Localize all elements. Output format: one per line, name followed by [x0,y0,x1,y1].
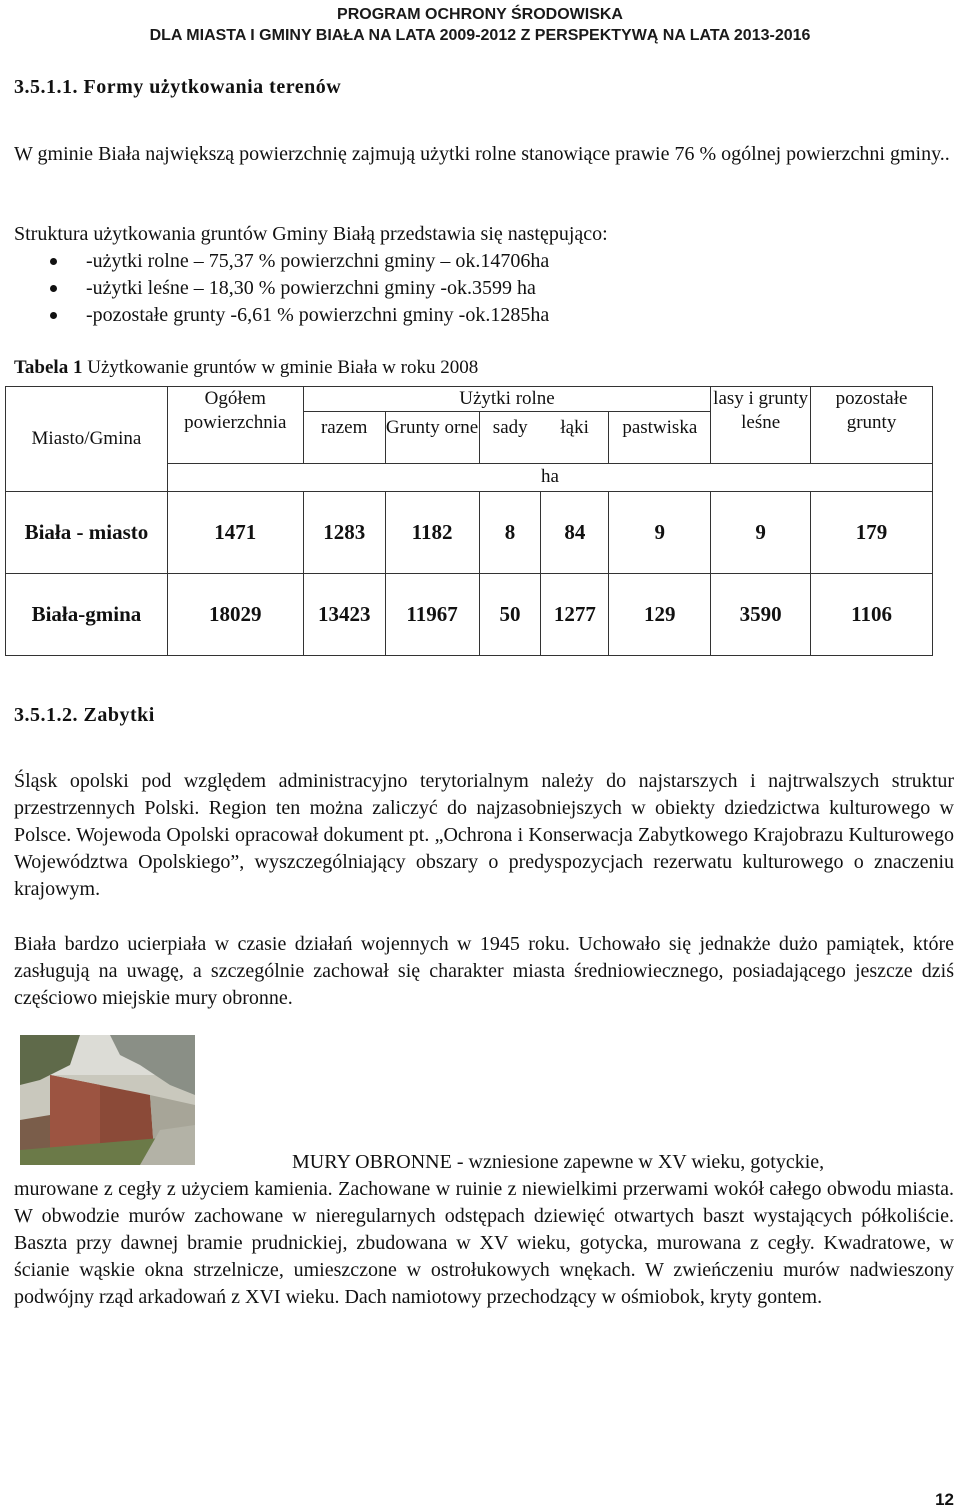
table-row: Biała - miasto 1471 1283 1182 8 84 9 9 179 [6,492,933,574]
land-use-table [5,386,933,656]
header-other: pozostałe grunty [811,387,933,464]
monuments-paragraph-2: Biała bardzo ucierpiała w czasie działań wojennych w 1945 roku. Uchowało się jednakże dużo pamiątek, które zasługują na uwagę, a szczególnie zachował się charakter miasta średniowiecznego, posiadającego jeszcze dziś częściowo miejskie mury obronne. [14,933,954,1009]
section-title-monuments: 3.5.1.2. Zabytki [14,704,155,726]
page-header [0,4,960,46]
header-razem: razem [303,412,385,464]
table-caption [14,357,478,379]
land-use-list [14,248,914,329]
header-pastwiska: pastwiska [609,412,711,464]
bullet-icon [50,312,57,319]
header-forest: lasy i grunty leśne [711,387,811,464]
header-total: Ogółem powierzchnia [167,387,303,464]
bullet-icon [50,285,57,292]
walls-heading-line: MURY OBRONNE - wzniesione zapewne w XV wieku, gotyckie, [292,1151,825,1173]
header-agricultural: Użytki rolne [303,387,711,412]
header-area: Miasto/Gmina [6,387,168,492]
header-line-1: PROGRAM OCHRONY ŚRODOWISKA [337,6,623,23]
header-orne: Grunty orne [385,412,479,464]
list-item: -użytki rolne – 75,37 % powierzchni gminy – ok.14706ha [14,248,914,275]
land-use-intro: W gminie Biała największą powierzchnię zajmują użytki rolne stanowiące prawie 76 % ogólnej powierzchni gminy.. [14,143,950,165]
table-caption-text: Użytkowanie gruntów w gminie Biała w roku 2008 [82,357,479,378]
structure-intro: Struktura użytkowania gruntów Gminy Białą przedstawia się następująco: [14,223,608,245]
section-title-land-use: 3.5.1.1. Formy użytkowania terenów [14,76,342,98]
list-item: -użytki leśne – 18,30 % powierzchni gminy -ok.3599 ha [14,275,914,302]
table-row: Biała-gmina 18029 13423 11967 50 1277 129 3590 1106 [6,574,933,656]
header-sady: sady [479,412,541,464]
walls-description: murowane z cegły z użyciem kamienia. Zachowane w ruinie z niewielkimi przerwami wokół całego obwodu miasta. W obwodzie murów zachowane w nieregularnych odstępach dziewięć otwartych baszt wystających półkoliście. Baszta przy dawnej bramie prudnickiej, zbudowana w XV wieku, gotycka, murowana z cegły. Kwadratowe, w ścianie wąskie okna strzelnicze, umieszczone w ostrołukowych wnękach. W zwieńczeniu murów nadwieszony podwójny rząd arkadowań z XVI wieku. Dach namiotowy przechodzący w ośmiobok, kryty gontem. [14,1178,954,1308]
monuments-paragraph-1: Śląsk opolski pod względem administracyjno terytorialnym należy do najstarszych i najtrwalszych struktur przestrzennych Polski. Region ten można zaliczyć do najzasobniejszych w obiekty dziedzictwa kulturowego w Polsce. Wojewoda Opolski opracował dokument pt. „Ochrona i Konserwacja Zabytkowego Krajobrazu Kulturowego Województwa Opolskiego”, wyszczególniający obszary o predyspozycjach rezerwatu kulturowego o znaczeniu krajowym. [14,770,954,900]
header-laki: łąki [541,412,609,464]
header-unit: ha [167,464,932,492]
page-number: 12 [935,1490,954,1509]
header-line-2: DLA MIASTA I GMINY BIAŁA NA LATA 2009-2012 Z PERSPEKTYWĄ NA LATA 2013-2016 [149,27,811,44]
defensive-walls-photo [20,1035,195,1165]
list-item: -pozostałe grunty -6,61 % powierzchni gminy -ok.1285ha [14,302,914,329]
table-caption-label: Tabela 1 [14,357,83,378]
bullet-icon [50,258,57,265]
